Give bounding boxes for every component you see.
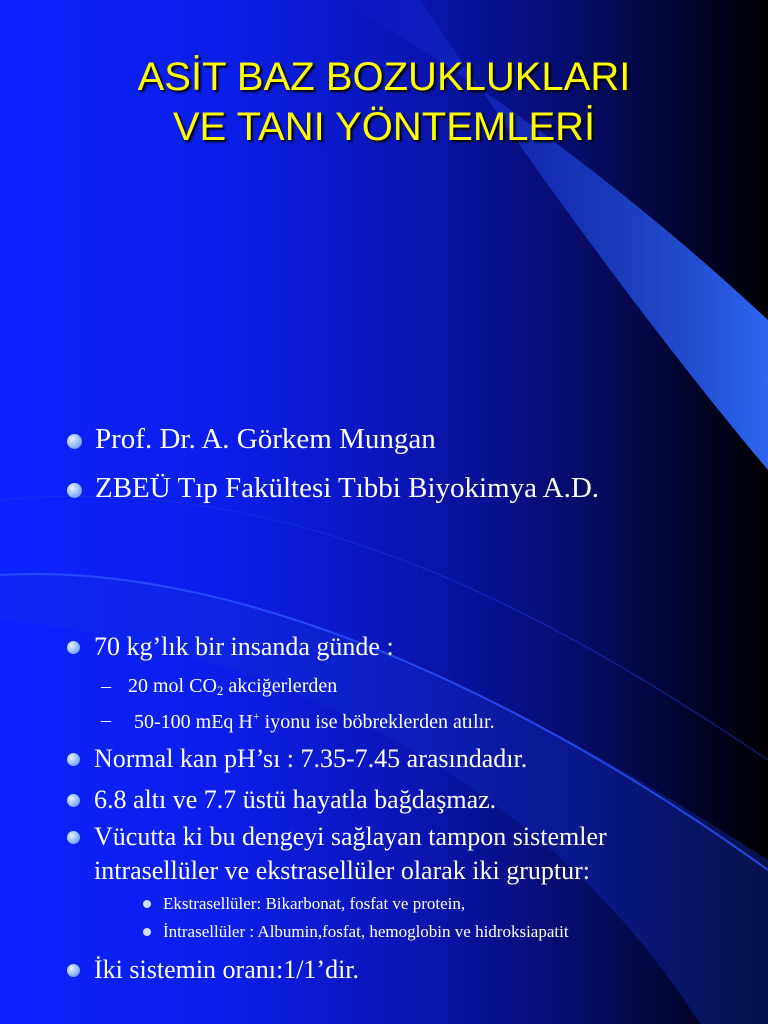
dash-icon: – [101, 709, 111, 731]
bullet-icon [67, 641, 80, 654]
buffer-text-line-1: Vücutta ki bu dengeyi sağlayan tampon sistemler [94, 822, 607, 851]
h-ion-text: 50-100 mEq H+ iyonu ise böbreklerden atılır. [134, 709, 495, 733]
slide-title [0, 52, 768, 152]
bullet-icon [67, 964, 80, 977]
bullet-icon [143, 900, 151, 908]
buffer-text-line-2: intrasellüler ve ekstrasellüler olarak iki gruptur: [94, 856, 590, 885]
title-line-2: VE TANI YÖNTEMLERİ [172, 105, 596, 149]
author-affiliation: ZBEÜ Tıp Fakültesi Tıbbi Biyokimya A.D. [95, 472, 600, 504]
intra-text: İntrasellüler : Albumin,fosfat, hemoglobin ve hidroksiapatit [163, 922, 569, 941]
ratio-text: İki sistemin oranı:1/1’dir. [94, 955, 360, 984]
title-line-1: ASİT BAZ BOZUKLUKLARI [137, 55, 631, 99]
dash-icon: – [101, 675, 111, 697]
bullet-icon [67, 483, 82, 498]
bullet-icon [67, 794, 80, 807]
bullet-icon [67, 831, 80, 844]
ph-text: Normal kan pH’sı : 7.35-7.45 arasındadır. [94, 744, 528, 773]
extra-text: Ekstrasellüler: Bikarbonat, fosfat ve protein, [163, 894, 466, 913]
bullet-icon [67, 434, 82, 449]
co2-text: 20 mol $CO_2$ akciğerlerden [128, 675, 338, 698]
bullet-icon [67, 753, 80, 766]
bullet-icon [143, 928, 151, 936]
intro-text: 70 kg’lık bir insanda günde : [94, 632, 394, 661]
limits-text: 6.8 altı ve 7.7 üstü hayatla bağdaşmaz. [94, 785, 497, 814]
author-name: Prof. Dr. A. Görkem Mungan [95, 423, 436, 455]
